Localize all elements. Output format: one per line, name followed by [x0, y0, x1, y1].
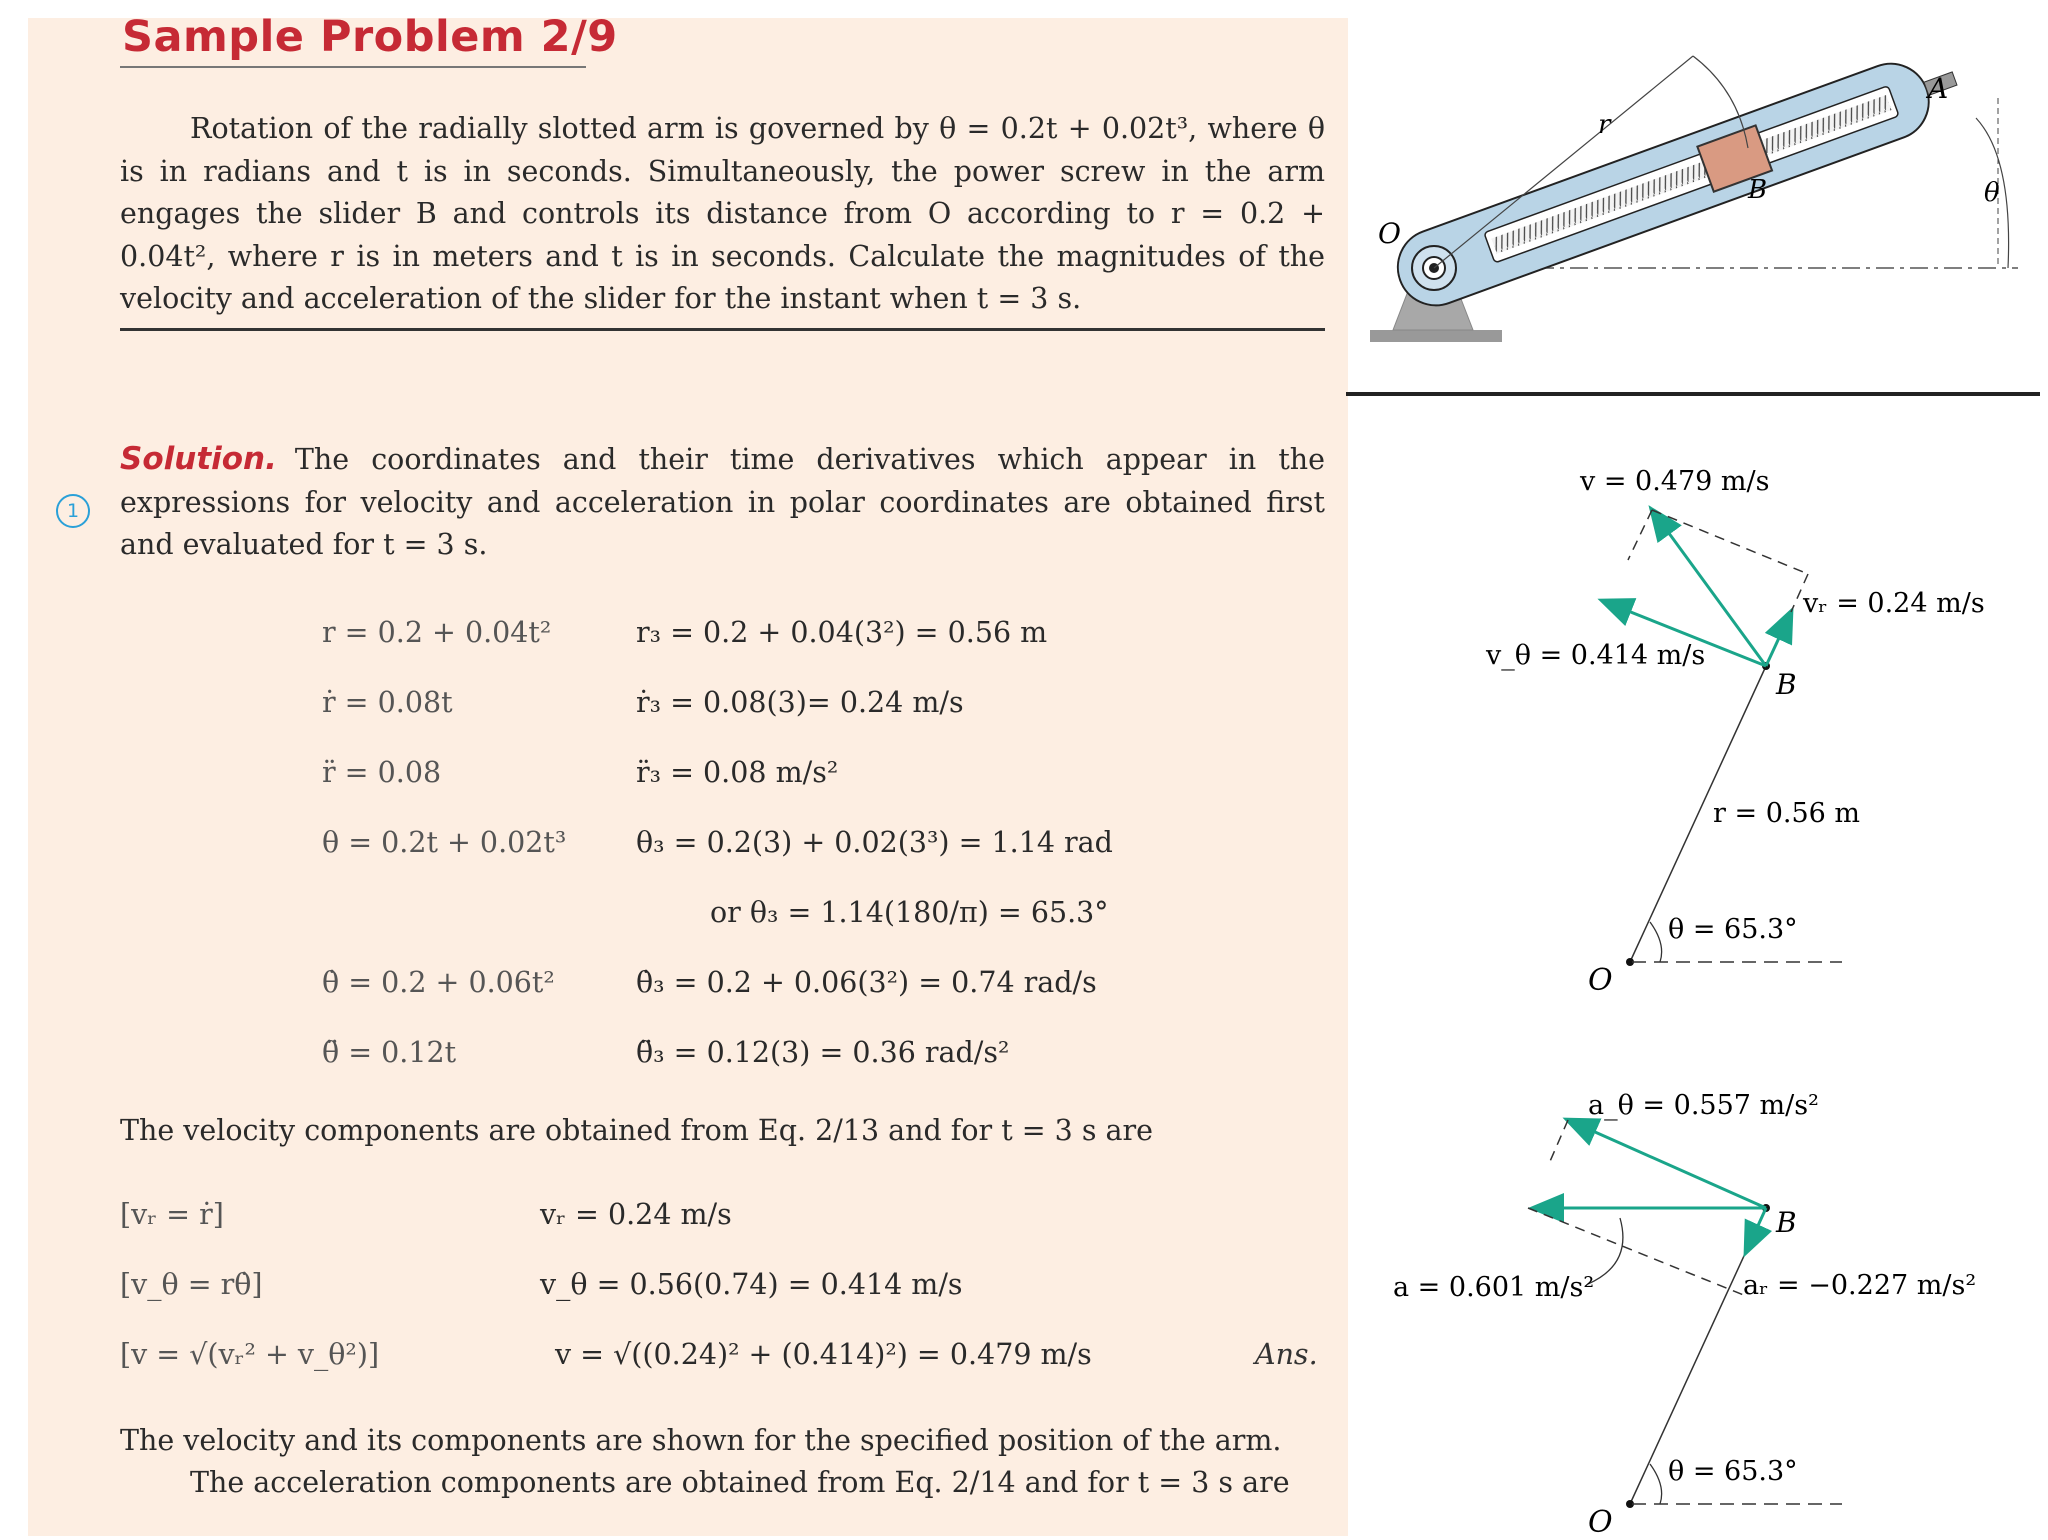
label-o-acc: O [1588, 1505, 1613, 1536]
vel-eq-left-1: [vᵣ = ṙ] [120, 1198, 224, 1231]
label-atheta: a_θ = 0.557 m/s² [1588, 1090, 1819, 1121]
problem-line-1: Rotation of the radially slotted arm is governed by θ = 0.2t + 0.02t³, where [190, 112, 1298, 145]
label-o: O [1378, 217, 1401, 250]
vector-diagrams-svg [1348, 444, 2040, 1536]
label-b-vel: B [1776, 668, 1797, 701]
label-vr: vᵣ = 0.24 m/s [1803, 588, 1985, 619]
problem-line-2: θ is in radians and t is in seconds. Simultaneously, the power screw in the arm [120, 112, 1325, 188]
label-b-acc: B [1776, 1206, 1797, 1239]
vel-eq-right-1: vᵣ = 0.24 m/s [540, 1198, 732, 1231]
label-vtheta: v_θ = 0.414 m/s [1486, 640, 1706, 671]
mechanism-figure [1348, 18, 2040, 396]
velocity-intro: The velocity components are obtained from Eq. 2/13 and for t = 3 s are [120, 1114, 1153, 1147]
eq-right-2: ṙ₃ = 0.08(3)= 0.24 m/s [636, 686, 964, 719]
problem-statement [120, 108, 1325, 321]
vel-eq-left-2: [v_θ = rθ̇] [120, 1268, 263, 1301]
acceleration-diagram [1393, 1090, 1976, 1536]
eq-left-2: ṙ = 0.08t [322, 686, 453, 719]
label-v: v = 0.479 m/s [1580, 466, 1770, 497]
v-r-arrow [1766, 612, 1791, 666]
a-theta-arrow [1568, 1120, 1766, 1208]
eq-left-3: r̈ = 0.08 [322, 756, 442, 789]
problem-divider [120, 328, 1325, 331]
eq-right-7: θ̈₃ = 0.12(3) = 0.36 rad/s² [636, 1036, 1010, 1069]
title-underline [120, 66, 586, 68]
label-a: A [1928, 72, 1949, 105]
eq-left-6: θ̇ = 0.2 + 0.06t² [322, 966, 555, 999]
eq-right-4: θ₃ = 0.2(3) + 0.02(3³) = 1.14 rad [636, 826, 1113, 859]
eq-right-6: θ̇₃ = 0.2 + 0.06(3²) = 0.74 rad/s [636, 966, 1097, 999]
accel-intro: The acceleration components are obtained from Eq. 2/14 and for t = 3 s are [190, 1466, 1290, 1499]
page-title: Sample Problem 2/9 [122, 12, 618, 62]
eq-left-4: θ = 0.2t + 0.02t³ [322, 826, 567, 859]
label-a: a = 0.601 m/s² [1393, 1272, 1595, 1303]
a-r-arrow [1746, 1208, 1766, 1252]
problem-line-3: engages the slider B and controls its distance from O according to r = 0.2 + [120, 197, 1325, 230]
label-theta-vel: θ = 65.3° [1668, 914, 1798, 945]
solution-intro [120, 438, 1325, 567]
eq-right-3: r̈₃ = 0.08 m/s² [636, 756, 839, 789]
label-theta-acc: θ = 65.3° [1668, 1456, 1798, 1487]
slotted-arm [1387, 43, 1967, 316]
solution-label: Solution. [120, 441, 277, 477]
eq-right-5: or θ₃ = 1.14(180/π) = 65.3° [710, 896, 1109, 929]
solution-intro-text: The coordinates and their time derivatives which appear in the expressions for velocity and acceleration in polar coordinates are obtained first and evaluated for t = 3 s. [120, 443, 1325, 561]
velocity-diagram [1485, 466, 1985, 998]
answer-marker: Ans. [1255, 1338, 1318, 1371]
label-ar: aᵣ = −0.227 m/s² [1743, 1270, 1977, 1301]
vel-eq-right-2: v_θ = 0.56(0.74) = 0.414 m/s [540, 1268, 963, 1301]
vel-eq-left-3: [v = √(vᵣ² + v_θ²)] [120, 1338, 380, 1371]
label-b: B [1748, 175, 1768, 205]
label-r: r [1598, 110, 1611, 140]
velocity-shown-text: The velocity and its components are shown for the specified position of the arm. [120, 1424, 1282, 1457]
problem-line-4: 0.04t², where r is in meters and t is in seconds. Calculate the magnitudes of the [120, 239, 1325, 273]
eq-left-1: r = 0.2 + 0.04t² [322, 616, 552, 649]
base-plate [1370, 330, 1502, 342]
eq-right-1: r₃ = 0.2 + 0.04(3²) = 0.56 m [636, 616, 1048, 649]
vel-eq-right-3: v = √((0.24)² + (0.414)²) = 0.479 m/s [555, 1338, 1092, 1371]
figure-divider [1346, 392, 2040, 396]
mechanism-figure-svg [1348, 18, 2040, 396]
problem-line-5: velocity and acceleration of the slider for the instant when t = 3 s. [120, 282, 1082, 315]
label-r-vel: r = 0.56 m [1713, 798, 1860, 829]
label-o-vel: O [1588, 963, 1613, 998]
label-theta: θ [1984, 178, 2000, 208]
vector-diagrams [1348, 444, 2040, 1536]
eq-left-7: θ̈ = 0.12t [322, 1036, 457, 1069]
note-marker: 1 [56, 494, 90, 528]
